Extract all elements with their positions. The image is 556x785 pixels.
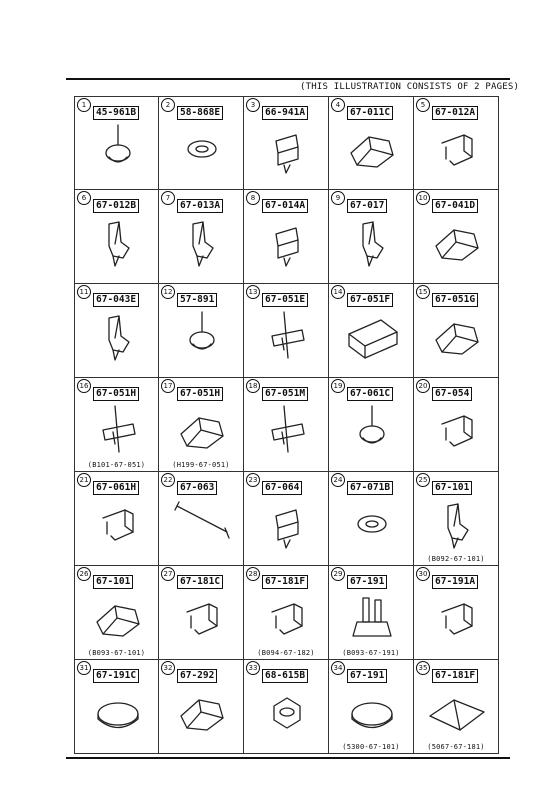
bracket-icon: [169, 592, 235, 644]
wire-clip-icon: [254, 123, 320, 175]
part-number: 67-101: [93, 575, 133, 589]
part-cell: [159, 96, 244, 190]
clamp-icon: [424, 310, 490, 362]
clip-icon: [339, 216, 405, 268]
part-reference-note: (H199-67-051): [172, 461, 230, 469]
part-number: 68-615B: [262, 669, 308, 683]
part-cell: [244, 190, 329, 284]
part-number: 67-191C: [93, 669, 139, 683]
part-number: 67-181F: [432, 669, 478, 683]
part-number: 67-061C: [347, 387, 393, 401]
item-number: 20: [416, 379, 430, 393]
part-cell: [244, 378, 329, 472]
part-cell: [74, 96, 159, 190]
bracket-icon: [424, 404, 490, 456]
item-number: 13: [246, 285, 260, 299]
part-cell: [329, 96, 414, 190]
parts-grid: [74, 96, 499, 754]
part-cell: [329, 190, 414, 284]
part-number: 67-051G: [432, 293, 478, 307]
part-cell: [329, 378, 414, 472]
item-number: 11: [77, 285, 91, 299]
clamp-icon: [169, 404, 235, 456]
item-number: 21: [77, 473, 91, 487]
pad-icon: [424, 686, 490, 738]
bracket-icon: [424, 592, 490, 644]
part-cell: [414, 96, 499, 190]
part-cell: [244, 472, 329, 566]
illustration-note: (THIS ILLUSTRATION CONSISTS OF 2 PAGES): [300, 82, 520, 92]
item-number: 16: [77, 379, 91, 393]
part-number: 67-191: [347, 669, 387, 683]
item-number: 26: [77, 567, 91, 581]
part-number: 67-292: [177, 669, 217, 683]
item-number: 10: [416, 191, 430, 205]
item-number: 28: [246, 567, 260, 581]
part-number: 67-013A: [177, 199, 223, 213]
part-cell: [74, 284, 159, 378]
grommet-icon: [169, 123, 235, 175]
item-number: 1: [77, 98, 91, 112]
clip-icon: [169, 216, 235, 268]
part-reference-note: (B101-67-051): [87, 461, 146, 469]
connector-icon: [339, 592, 405, 644]
clip-icon: [85, 216, 151, 268]
bottom-rule: [66, 757, 510, 759]
item-number: 14: [331, 285, 345, 299]
top-rule: [66, 78, 510, 80]
part-cell: [414, 284, 499, 378]
part-number: 67-191A: [432, 575, 478, 589]
part-reference-note: (B093-67-191): [342, 649, 400, 657]
band-clip-icon: [254, 404, 320, 456]
part-cell: [329, 284, 414, 378]
item-number: 34: [331, 661, 345, 675]
bracket-icon: [85, 498, 151, 550]
part-cell: [329, 660, 414, 754]
part-number: 67-014A: [262, 199, 308, 213]
protector-icon: [339, 310, 405, 362]
plug-icon: [85, 686, 151, 738]
part-cell: [244, 566, 329, 660]
part-cell: [74, 472, 159, 566]
grommet-icon: [339, 498, 405, 550]
item-number: 33: [246, 661, 260, 675]
clip-icon: [85, 310, 151, 362]
part-cell: [74, 660, 159, 754]
push-rivet-icon: [169, 310, 235, 362]
part-cell: [159, 378, 244, 472]
item-number: 32: [161, 661, 175, 675]
part-number: 67-012B: [93, 199, 139, 213]
item-number: 31: [77, 661, 91, 675]
part-number: 67-017: [347, 199, 387, 213]
part-number: 67-054: [432, 387, 472, 401]
part-number: 67-043E: [93, 293, 139, 307]
part-cell: [414, 660, 499, 754]
item-number: 17: [161, 379, 175, 393]
bracket-icon: [424, 123, 490, 175]
part-reference-note: (B092-67-101): [427, 555, 485, 563]
clamp-icon: [169, 686, 235, 738]
item-number: 22: [161, 473, 175, 487]
part-number: 58-868E: [177, 106, 223, 120]
part-cell: [74, 190, 159, 284]
part-cell: [329, 566, 414, 660]
part-cell: [414, 190, 499, 284]
part-number: 67-181C: [177, 575, 223, 589]
item-number: 29: [331, 567, 345, 581]
part-number: 67-101: [432, 481, 472, 495]
item-number: 35: [416, 661, 430, 675]
part-number: 45-961B: [93, 106, 139, 120]
clamp-icon: [339, 123, 405, 175]
part-number: 67-041D: [432, 199, 478, 213]
part-number: 67-011C: [347, 106, 393, 120]
clamp-icon: [85, 592, 151, 644]
push-rivet-icon: [85, 123, 151, 175]
item-number: 7: [161, 191, 175, 205]
part-reference-note: (B094-67-182): [257, 649, 315, 657]
part-cell: [244, 284, 329, 378]
item-number: 6: [77, 191, 91, 205]
bracket-icon: [254, 592, 320, 644]
part-number: 67-064: [262, 481, 302, 495]
part-reference-note: (5067-67-181): [427, 743, 485, 751]
part-cell: [414, 566, 499, 660]
part-number: 67-051H: [93, 387, 139, 401]
item-number: 4: [331, 98, 345, 112]
item-number: 23: [246, 473, 260, 487]
part-number: 67-071B: [347, 481, 393, 495]
part-reference-note: (5300-67-101): [342, 743, 400, 751]
part-cell: [159, 660, 244, 754]
part-number: 57-891: [177, 293, 217, 307]
part-cell: [414, 472, 499, 566]
part-number: 67-061H: [93, 481, 139, 495]
part-cell: [244, 660, 329, 754]
part-number: 67-051F: [347, 293, 393, 307]
part-number: 66-941A: [262, 106, 308, 120]
part-number: 67-012A: [432, 106, 478, 120]
part-cell: [159, 284, 244, 378]
item-number: 9: [331, 191, 345, 205]
nut-icon: [254, 686, 320, 738]
part-number: 67-191: [347, 575, 387, 589]
wire-clip-icon: [254, 498, 320, 550]
part-reference-note: (B093-67-101): [87, 649, 146, 657]
part-cell: [159, 472, 244, 566]
item-number: 15: [416, 285, 430, 299]
part-cell: [74, 378, 159, 472]
item-number: 12: [161, 285, 175, 299]
clamp-icon: [424, 216, 490, 268]
item-number: 8: [246, 191, 260, 205]
item-number: 5: [416, 98, 430, 112]
item-number: 3: [246, 98, 260, 112]
rod-icon: [169, 498, 235, 550]
item-number: 18: [246, 379, 260, 393]
item-number: 25: [416, 473, 430, 487]
item-number: 27: [161, 567, 175, 581]
part-cell: [159, 566, 244, 660]
item-number: 2: [161, 98, 175, 112]
part-cell: [159, 190, 244, 284]
part-cell: [244, 96, 329, 190]
part-number: 67-051M: [262, 387, 308, 401]
item-number: 24: [331, 473, 345, 487]
part-cell: [329, 472, 414, 566]
part-cell: [74, 566, 159, 660]
plug-icon: [339, 686, 405, 738]
part-number: 67-181F: [262, 575, 308, 589]
part-number: 67-051E: [262, 293, 308, 307]
part-number: 67-063: [177, 481, 217, 495]
clip-icon: [424, 498, 490, 550]
item-number: 19: [331, 379, 345, 393]
part-cell: [414, 378, 499, 472]
item-number: 30: [416, 567, 430, 581]
push-rivet-icon: [339, 404, 405, 456]
band-clip-icon: [85, 404, 151, 456]
band-clip-icon: [254, 310, 320, 362]
wire-clip-icon: [254, 216, 320, 268]
part-number: 67-051H: [177, 387, 223, 401]
